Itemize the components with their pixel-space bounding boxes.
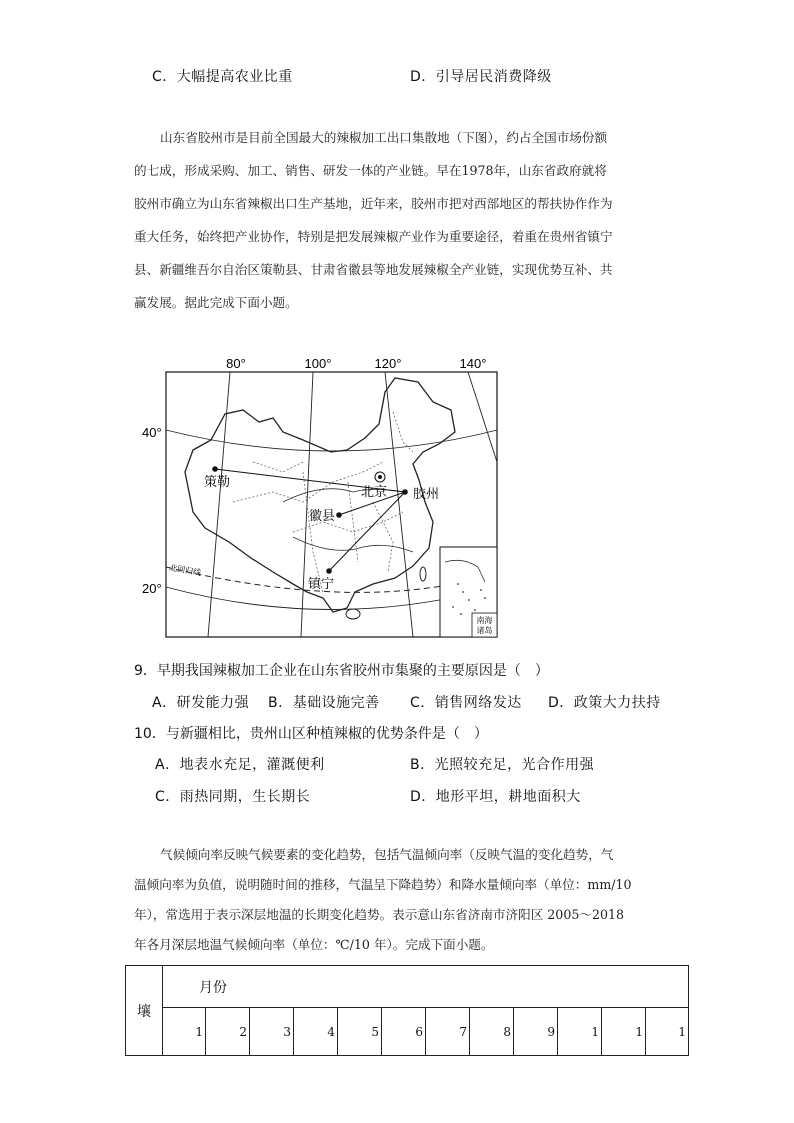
q10-option-c: C．雨热同期，生长期长 bbox=[155, 789, 311, 805]
option-d-prev: D．引导居民消费降级 bbox=[410, 69, 552, 85]
inset-label-line1: 南海 bbox=[476, 616, 493, 625]
passage-line: 的七成，形成采购、加工、销售、研发一体的产业链。早在1978年，山东省政府就将 bbox=[134, 163, 607, 178]
lat-label-20: 20° bbox=[142, 581, 162, 596]
q9-option-c: C．销售网络发达 bbox=[410, 695, 522, 711]
month-cell: 8 bbox=[470, 1008, 514, 1056]
label-cele: 策勒 bbox=[204, 475, 231, 490]
passage-jiaozhou bbox=[134, 121, 664, 319]
q9-option-b: B．基础设施完善 bbox=[268, 695, 380, 711]
tropic-label: 北回归线 bbox=[168, 563, 202, 578]
cele-marker bbox=[212, 466, 218, 472]
passage-climate-trend bbox=[134, 840, 664, 960]
lon-label-120: 120° bbox=[374, 356, 402, 371]
table-month-header: 月份 bbox=[163, 966, 689, 1008]
month-cell: 1 bbox=[163, 1008, 206, 1056]
option-c-prev: C．大幅提高农业比重 bbox=[152, 69, 293, 85]
passage-line: 山东省胶州市是目前全国最大的辣椒加工出口集散地（下图），约占全国市场份额 bbox=[160, 130, 608, 145]
meridian-140 bbox=[468, 372, 497, 462]
month-cell: 9 bbox=[514, 1008, 558, 1056]
q10-option-a: A．地表水充足，灌溉便利 bbox=[155, 757, 325, 773]
q9-option-a: A．研发能力强 bbox=[152, 695, 250, 711]
huixian-marker bbox=[336, 512, 342, 518]
lon-label-100: 100° bbox=[304, 356, 332, 371]
month-cell: 1 bbox=[558, 1008, 602, 1056]
china-map-figure bbox=[133, 352, 503, 642]
zhenning-marker bbox=[326, 568, 332, 574]
question-10-stem: 10．与新疆相比，贵州山区种植辣椒的优势条件是（ ） bbox=[134, 726, 488, 742]
passage-line: 县、新疆维吾尔自治区策勒县、甘肃省徽县等地发展辣椒全产业链，实现优势互补、共 bbox=[134, 262, 613, 277]
month-cell: 4 bbox=[294, 1008, 338, 1056]
meridian-80 bbox=[208, 372, 230, 637]
lon-label-140: 140° bbox=[459, 356, 487, 371]
passage-line: 胶州市确立为山东省辣椒出口生产基地，近年来，胶州市把对西部地区的帮扶协作作为 bbox=[134, 196, 613, 211]
province-borders bbox=[233, 412, 413, 592]
south-china-sea-inset bbox=[440, 547, 497, 637]
taiwan-island bbox=[420, 567, 426, 581]
month-cell: 7 bbox=[426, 1008, 470, 1056]
month-cell: 6 bbox=[382, 1008, 426, 1056]
parallel-40 bbox=[166, 430, 497, 451]
passage-line: 温倾向率为负值，说明随时间的推移，气温呈下降趋势）和降水量倾向率（单位：mm/10 bbox=[134, 877, 632, 892]
passage-line: 年），常选用于表示深层地温的长期变化趋势。表示意山东省济南市济阳区 2005～2018 bbox=[134, 907, 624, 922]
label-huixian: 徽县 bbox=[309, 509, 336, 524]
hainan-island bbox=[346, 609, 360, 619]
question-9-stem: 9．早期我国辣椒加工企业在山东省胶州市集聚的主要原因是（ ） bbox=[134, 663, 549, 679]
route-zhenning bbox=[329, 492, 405, 571]
inset-label-line2: 诸岛 bbox=[476, 626, 493, 635]
label-zhenning: 镇宁 bbox=[308, 577, 335, 592]
passage-line: 气候倾向率反映气候要素的变化趋势，包括气温倾向率（反映气温的变化趋势，气 bbox=[160, 847, 614, 862]
month-cell: 5 bbox=[338, 1008, 382, 1056]
label-beijing: 北京 bbox=[361, 485, 388, 500]
passage-line: 重大任务，始终把产业协作，特别是把发展辣椒产业作为重要途径，着重在贵州省镇宁 bbox=[134, 229, 613, 244]
month-cell: 1 bbox=[646, 1008, 689, 1056]
month-cell: 3 bbox=[250, 1008, 294, 1056]
meridian-120 bbox=[385, 372, 413, 637]
beijing-capital-dot bbox=[378, 475, 382, 479]
label-jiaozhou: 胶州 bbox=[413, 487, 440, 502]
q10-option-d: D．地形平坦，耕地面积大 bbox=[410, 789, 581, 805]
passage-line: 年各月深层地温气候倾向率（单位：℃/10 年）。完成下面小题。 bbox=[134, 937, 494, 952]
passage-line: 赢发展。据此完成下面小题。 bbox=[134, 295, 298, 310]
soil-temperature-table bbox=[125, 965, 689, 1056]
month-cell: 1 bbox=[602, 1008, 646, 1056]
lat-label-40: 40° bbox=[142, 425, 162, 440]
rivers bbox=[283, 489, 413, 552]
q9-option-d: D．政策大力扶持 bbox=[548, 695, 661, 711]
lon-label-80: 80° bbox=[226, 356, 246, 371]
table-corner: 壤 bbox=[126, 966, 163, 1056]
q10-option-b: B．光照较充足，光合作用强 bbox=[410, 757, 595, 773]
jiaozhou-marker bbox=[402, 489, 408, 495]
month-cell: 2 bbox=[206, 1008, 250, 1056]
